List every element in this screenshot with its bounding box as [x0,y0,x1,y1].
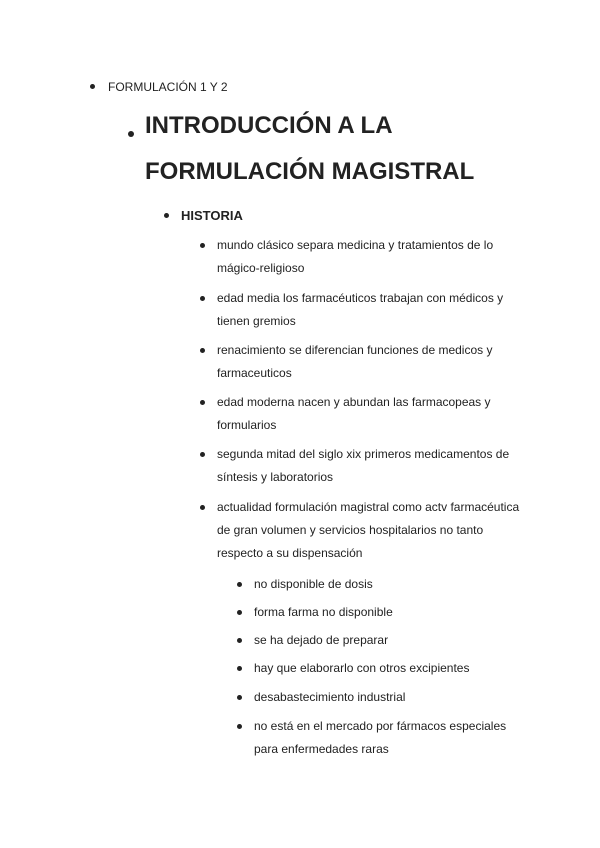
bullet-icon [164,213,169,218]
bullet-icon [200,400,205,405]
bullet-icon [200,348,205,353]
text-line: mundo clásico separa medicina y tratamientos de lo [217,238,494,252]
text-line: edad moderna nacen y abundan las farmacopeas y [217,395,491,409]
bullet-icon [200,243,205,248]
text-line: síntesis y laboratorios [217,470,334,484]
bullet-icon [237,638,242,643]
bullet-icon [237,582,242,587]
text-line: mágico-religioso [217,261,305,275]
text-line: tienen gremios [217,314,296,328]
text-line: renacimiento se diferencian funciones de medicos y [217,343,493,357]
bullet-icon [200,452,205,457]
text-line: para enfermedades raras [254,742,389,756]
text-line: edad media los farmacéuticos trabajan con médicos y [217,291,504,305]
sub-list-item-text: hay que elaborarlo con otros excipientes [254,661,470,675]
sub-list-item-text: desabastecimiento industrial [254,690,406,704]
list-item-text [217,234,493,280]
bullet-icon [128,131,134,137]
title-line-2: FORMULACIÓN MAGISTRAL [145,158,475,185]
text-line: de gran volumen y servicios hospitalarios no tanto [217,523,484,537]
list-item-text [217,443,509,489]
text-line: farmaceuticos [217,366,292,380]
bullet-icon [200,505,205,510]
top-item-text: FORMULACIÓN 1 Y 2 [108,80,228,94]
sub-list-item-text: no disponible de dosis [254,577,373,591]
text-line: formularios [217,418,277,432]
section-heading: HISTORIA [181,208,243,223]
sub-list-item-text [254,715,506,761]
text-line: respecto a su dispensación [217,546,363,560]
bullet-icon [237,724,242,729]
list-item-text [217,339,492,385]
text-line: no está en el mercado por fármacos especiales [254,719,507,733]
bullet-icon [237,695,242,700]
list-item-text [217,391,491,437]
bullet-icon [237,610,242,615]
sub-list-item-text: forma farma no disponible [254,605,393,619]
text-line: segunda mitad del siglo xix primeros medicamentos de [217,447,510,461]
text-line: actualidad formulación magistral como actv farmacéutica [217,500,520,514]
bullet-icon [237,666,242,671]
list-item-text [217,287,503,333]
bullet-icon [200,296,205,301]
title-line-1: INTRODUCCIÓN A LA [145,112,393,139]
list-item-text [217,496,519,565]
page-title [145,103,474,195]
sub-list-item-text: se ha dejado de preparar [254,633,389,647]
bullet-icon [90,84,95,89]
